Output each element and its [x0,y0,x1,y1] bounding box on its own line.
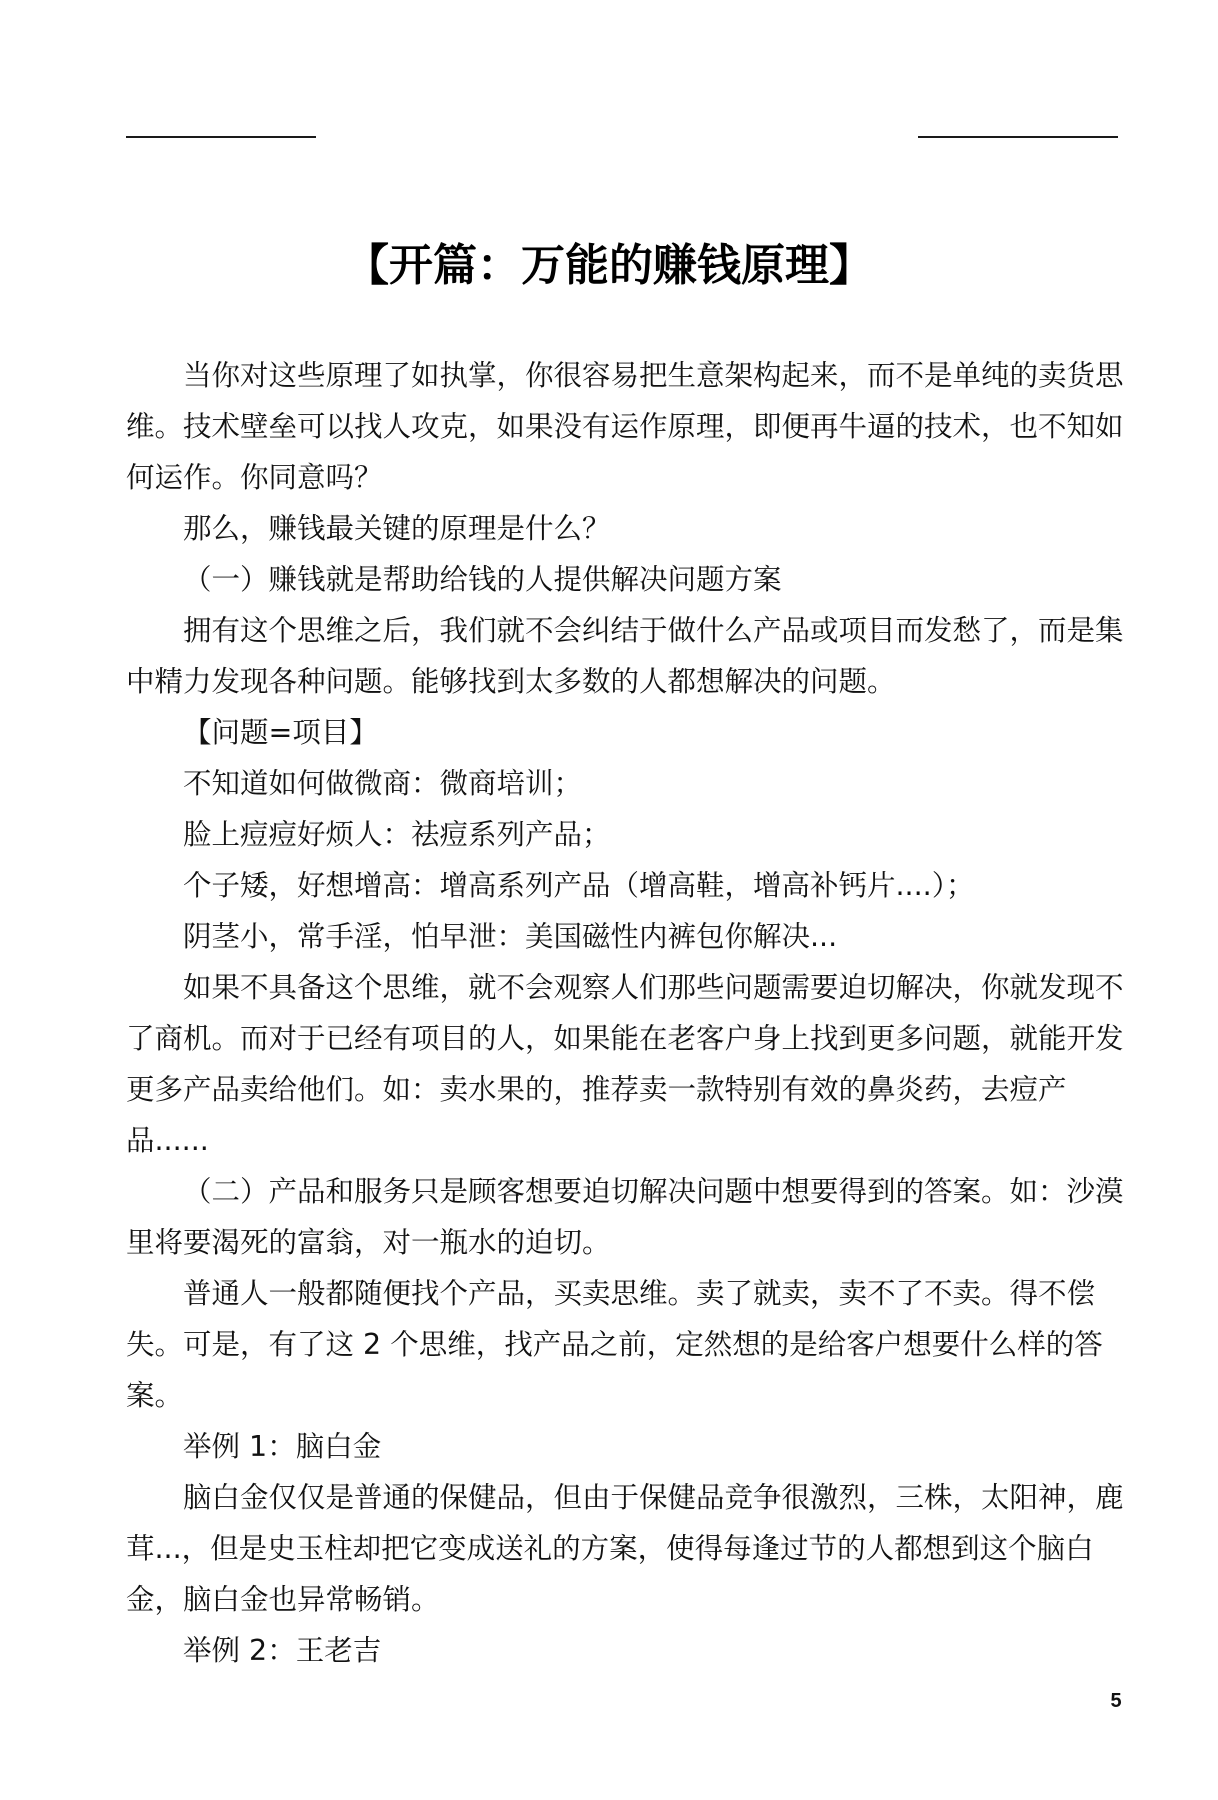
paragraph-mindset: 拥有这个思维之后，我们就不会纠结于做什么产品或项目而发愁了，而是集中精力发现各种问题。能够找到太多数的人都想解决的问题。 [126,614,1124,698]
example-line: 脸上痘痘好烦人：祛痘系列产品； [183,818,611,851]
example-line: 阴茎小，常手淫，怕早泄：美国磁性内裤包你解决... [183,920,838,953]
example-line: 个子矮，好想增高：增高系列产品（增高鞋，增高补钙片....）； [183,869,975,902]
section-heading-one: （一）赚钱就是帮助给钱的人提供解决问题方案 [183,563,782,596]
example-line: 不知道如何做微商：微商培训； [183,767,583,800]
header-rule-left [126,136,316,138]
section-heading-two: （二）产品和服务只是顾客想要迫切解决问题中想要得到的答案。如：沙漠里将要渴死的富翁，对一瓶水的迫切。 [126,1175,1124,1259]
problem-project-heading: 【问题=项目】 [183,716,378,749]
chapter-title: 【开篇：万能的赚钱原理】 [345,240,873,291]
paragraph-question: 那么，赚钱最关键的原理是什么？ [183,512,611,545]
paragraph-ordinary-people: 普通人一般都随便找个产品，买卖思维。卖了就卖，卖不了不卖。得不偿失。可是，有了这 2 个思维，找产品之前，定然想的是给客户想要什么样的答案。 [126,1277,1103,1412]
example-heading-2: 举例 2：王老吉 [183,1634,382,1667]
paragraph-opportunity: 如果不具备这个思维，就不会观察人们那些问题需要迫切解决，你就发现不了商机。而对于已经有项目的人，如果能在老客户身上找到更多问题，就能开发更多产品卖给他们。如：卖水果的，推荐卖一款特别有效的鼻炎药，去痘产品...... [126,971,1124,1157]
header-rule-right [918,136,1118,138]
page-number: 5 [1110,1690,1122,1712]
example-heading-1: 举例 1：脑白金 [183,1430,382,1463]
body-text [126,350,1126,1676]
paragraph-intro: 当你对这些原理了如执掌，你很容易把生意架构起来，而不是单纯的卖货思维。技术壁垒可以找人攻克，如果没有运作原理，即便再牛逼的技术，也不知如何运作。你同意吗？ [126,359,1124,494]
paragraph-example-1: 脑白金仅仅是普通的保健品，但由于保健品竞争很激烈，三株，太阳神，鹿茸...，但是史玉柱却把它变成送礼的方案，使得每逢过节的人都想到这个脑白金，脑白金也异常畅销。 [126,1481,1124,1616]
